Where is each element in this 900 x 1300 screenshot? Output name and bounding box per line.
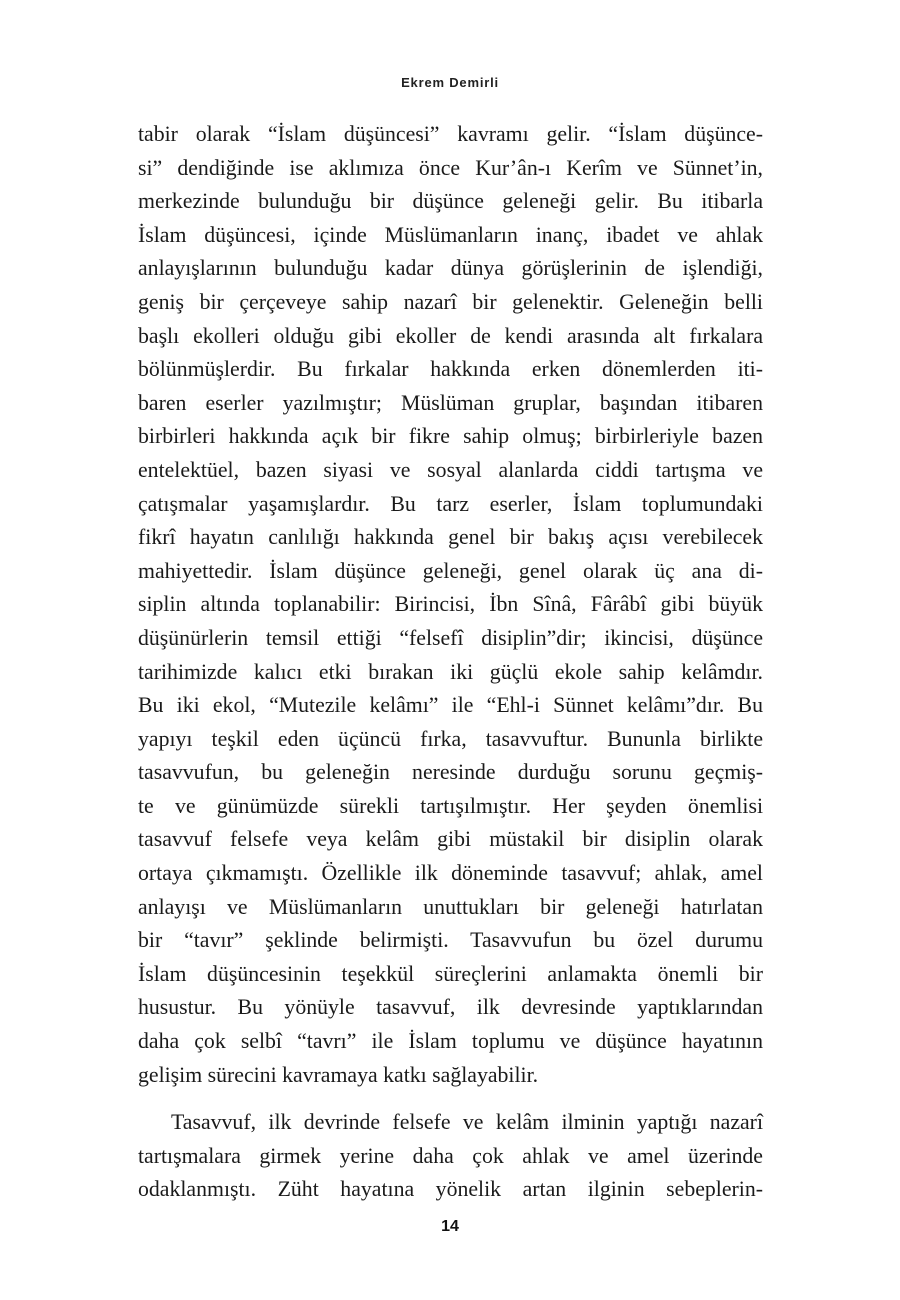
text-line: merkezinde bulunduğu bir düşünce geleneği gelir. Bu itibarla bbox=[138, 189, 763, 214]
body-text bbox=[138, 118, 763, 1207]
page-number: 14 bbox=[441, 1218, 459, 1235]
text-line: çatışmalar yaşamışlardır. Bu tarz eserler, İslam toplumundaki bbox=[138, 491, 763, 516]
text-line: bölünmüşlerdir. Bu fırkalar hakkında erken dönemlerden iti- bbox=[138, 357, 763, 382]
text-line: birbirleri hakkında açık bir fikre sahip olmuş; birbirleriyle bazen bbox=[138, 424, 763, 449]
text-line: İslam düşüncesinin teşekkül süreçlerini anlamakta önemli bir bbox=[138, 961, 763, 986]
text-line: mahiyettedir. İslam düşünce geleneği, genel olarak üç ana di- bbox=[138, 558, 763, 583]
paragraph-1 bbox=[138, 118, 763, 1092]
text-line: fikrî hayatın canlılığı hakkında genel bir bakış açısı verebilecek bbox=[138, 525, 763, 550]
text-line: anlayışı ve Müslümanların unuttukları bir geleneği hatırlatan bbox=[138, 894, 763, 919]
text-line: husustur. Bu yönüyle tasavvuf, ilk devresinde yaptıklarından bbox=[138, 995, 763, 1020]
text-line: bir “tavır” şeklinde belirmişti. Tasavvufun bu özel durumu bbox=[138, 928, 763, 953]
text-line: başlı ekolleri olduğu gibi ekoller de kendi arasında alt fırkalara bbox=[138, 323, 763, 348]
text-line: te ve günümüzde sürekli tartışılmıştır. Her şeyden önemlisi bbox=[138, 793, 763, 818]
text-line: tabir olarak “İslam düşüncesi” kavramı gelir. “İslam düşünce- bbox=[138, 122, 763, 146]
text-line: ortaya çıkmamıştı. Özellikle ilk döneminde tasavvuf; ahlak, amel bbox=[138, 861, 763, 886]
text-line: tasavvufun, bu geleneğin neresinde durduğu sorunu geçmiş- bbox=[138, 760, 763, 785]
text-line: odaklanmıştı. Züht hayatına yönelik artan ilginin sebeplerin- bbox=[138, 1177, 763, 1202]
text-line: tarihimizde kalıcı etki bırakan iki güçlü ekole sahip kelâmdır. bbox=[138, 659, 763, 684]
text-line: baren eserler yazılmıştır; Müslüman gruplar, başından itibaren bbox=[138, 390, 763, 415]
text-line: yapıyı teşkil eden üçüncü fırka, tasavvuftur. Bununla birlikte bbox=[138, 726, 763, 751]
text-line: anlayışlarının bulunduğu kadar dünya görüşlerinin de işlendiği, bbox=[138, 256, 763, 281]
text-line: Bu iki ekol, “Mutezile kelâmı” ile “Ehl-i Sünnet kelâmı”dır. Bu bbox=[138, 693, 763, 718]
text-line: siplin altında toplanabilir: Birincisi, İbn Sînâ, Fârâbî gibi büyük bbox=[138, 592, 763, 617]
paragraph-2 bbox=[138, 1106, 763, 1207]
text-line: tartışmalara girmek yerine daha çok ahlak ve amel üzerinde bbox=[138, 1143, 763, 1168]
text-line: İslam düşüncesi, içinde Müslümanların inanç, ibadet ve ahlak bbox=[138, 222, 763, 247]
text-line: Tasavvuf, ilk devrinde felsefe ve kelâm ilminin yaptığı nazarî bbox=[171, 1110, 763, 1135]
text-line: düşünürlerin temsil ettiği “felsefî disiplin”dir; ikincisi, düşünce bbox=[138, 625, 763, 650]
text-line: entelektüel, bazen siyasi ve sosyal alanlarda ciddi tartışma ve bbox=[138, 457, 763, 482]
text-line: tasavvuf felsefe veya kelâm gibi müstakil bir disiplin olarak bbox=[138, 827, 763, 852]
running-head-author: Ekrem Demirli bbox=[401, 75, 499, 90]
text-line: si” dendiğinde ise aklımıza önce Kur’ân-ı Kerîm ve Sünnet’in, bbox=[138, 155, 763, 180]
text-line: gelişim sürecini kavramaya katkı sağlayabilir. bbox=[138, 1062, 539, 1087]
text-line: geniş bir çerçeveye sahip nazarî bir gelenektir. Geleneğin belli bbox=[138, 289, 763, 314]
paragraph-spacer bbox=[138, 1092, 763, 1106]
text-line: daha çok selbî “tavrı” ile İslam toplumu ve düşünce hayatının bbox=[138, 1029, 763, 1054]
